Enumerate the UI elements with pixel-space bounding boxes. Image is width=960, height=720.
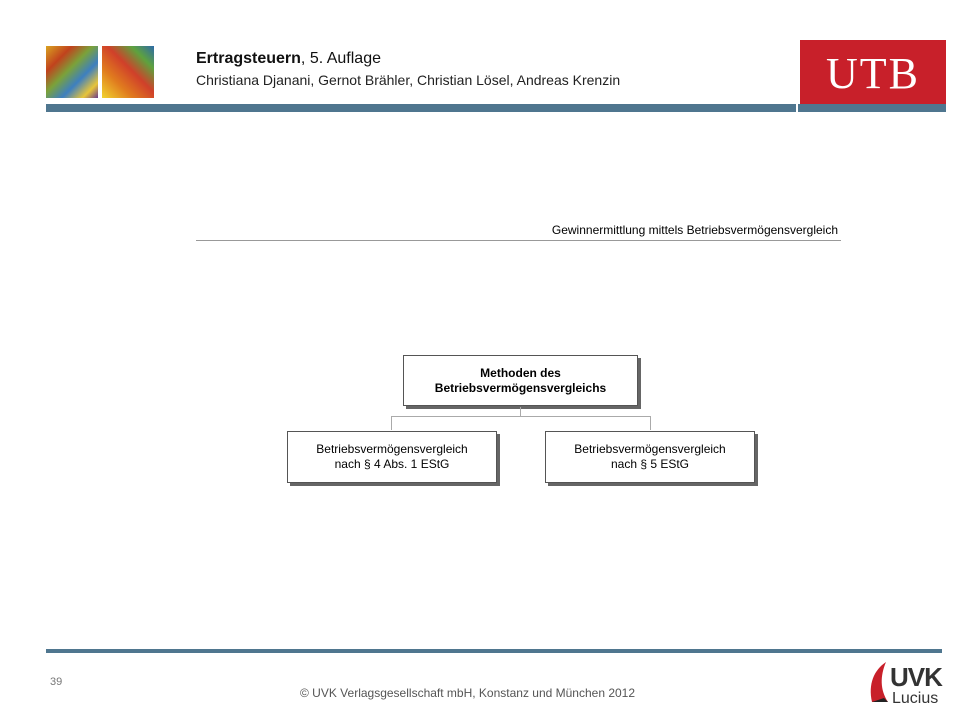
utb-logo: UTB xyxy=(800,40,946,106)
cover-art-left xyxy=(46,46,98,98)
connector-horizontal xyxy=(391,416,651,417)
connector-left-down xyxy=(391,416,392,430)
diagram-root-node xyxy=(403,355,638,406)
uvk-logo-subtext: Lucius xyxy=(892,690,939,707)
footer-divider xyxy=(46,649,942,653)
child-left-line1: Betriebsvermögensvergleich xyxy=(316,442,468,456)
child-right-line2: nach § 5 EStG xyxy=(610,457,690,471)
copyright-notice: © UVK Verlagsgesellschaft mbH, Konstanz und München 2012 xyxy=(300,686,636,700)
diagram-child-node-right xyxy=(545,431,755,483)
book-title xyxy=(196,50,381,68)
root-node-line2: Betriebsvermögensvergleichs xyxy=(434,380,607,395)
cover-art-right xyxy=(102,46,154,98)
uvk-logo xyxy=(866,658,948,714)
root-node-line1: Methoden des xyxy=(480,365,561,380)
section-title-underline xyxy=(196,240,841,241)
header-divider-right xyxy=(798,104,946,112)
book-authors: Christiana Djanani, Gernot Brähler, Christian Lösel, Andreas Krenzin xyxy=(196,72,621,88)
book-title-edition: , 5. Auflage xyxy=(300,50,381,67)
diagram-child-node-left xyxy=(287,431,497,483)
child-right-line1: Betriebsvermögensvergleich xyxy=(574,442,726,456)
header-divider xyxy=(46,104,796,112)
section-title: Gewinnermittlung mittels Betriebsvermögensvergleich xyxy=(551,223,838,237)
page-number: 39 xyxy=(50,676,63,688)
connector-right-down xyxy=(650,416,651,430)
child-left-line2: nach § 4 Abs. 1 EStG xyxy=(334,457,450,471)
uvk-sail-icon xyxy=(866,660,892,704)
uvk-logo-text: UVK xyxy=(890,662,942,692)
book-title-bold: Ertragsteuern xyxy=(196,50,301,67)
